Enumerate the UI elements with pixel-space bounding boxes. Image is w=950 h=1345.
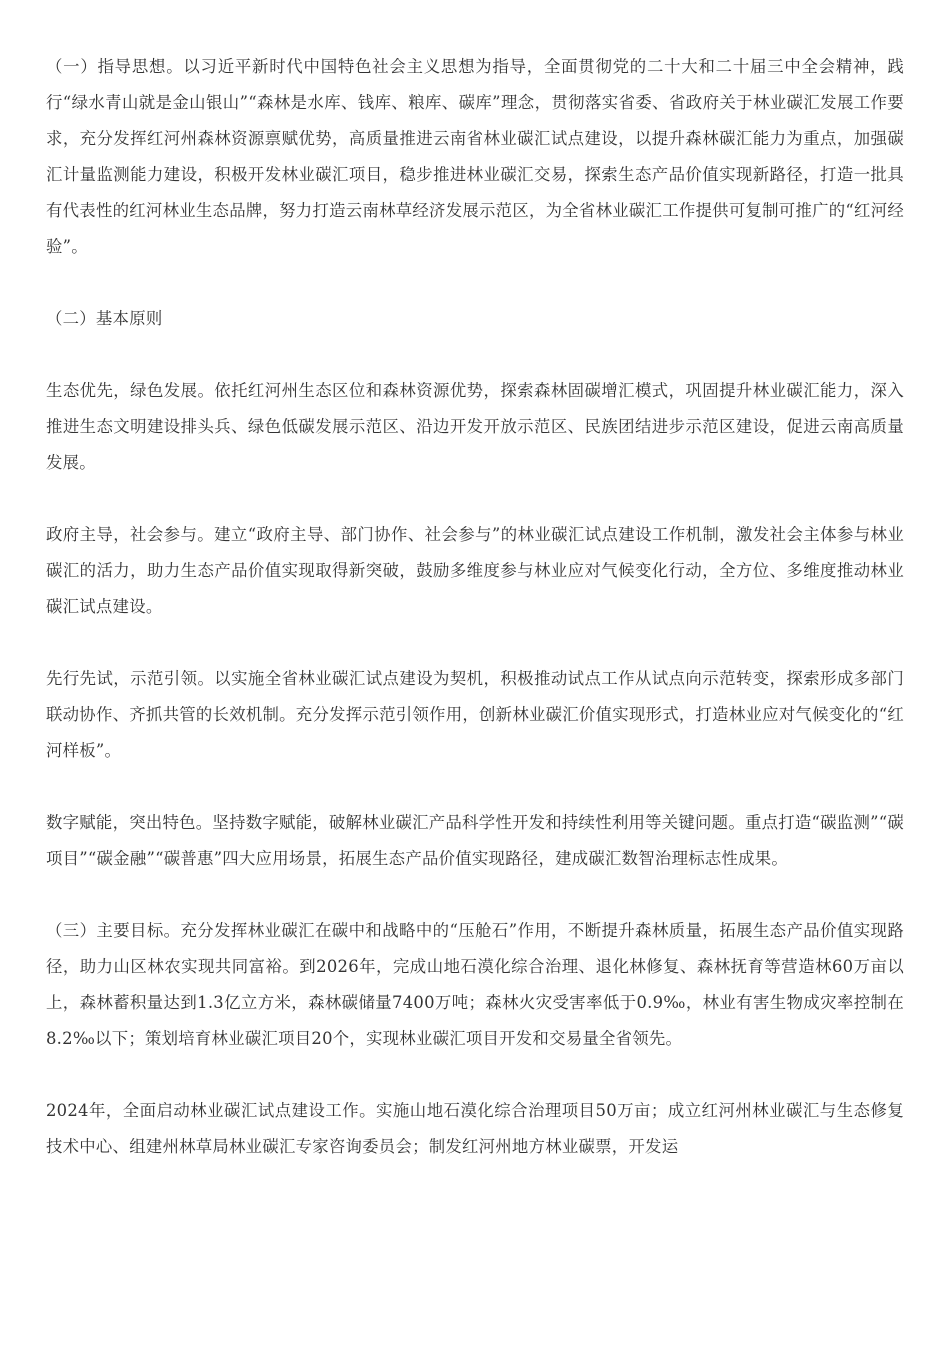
paragraph-2024-plan: 2024年，全面启动林业碳汇试点建设工作。实施山地石漠化综合治理项目50万亩；成立红河州林业碳汇与生态修复技术中心、组建州林草局林业碳汇专家咨询委员会；制发红河州地方林业碳票，开发运 — [46, 1101, 904, 1156]
paragraph-government-led: 政府主导，社会参与。建立“政府主导、部门协作、社会参与”的林业碳汇试点建设工作机制，激发社会主体参与林业碳汇的活力，助力生态产品价值实现取得新突破，鼓励多维度参与林业应对气候变化行动，全方位、多维度推动林业碳汇试点建设。 — [46, 525, 904, 616]
paragraph-pilot-demonstration: 先行先试，示范引领。以实施全省林业碳汇试点建设为契机，积极推动试点工作从试点向示范转变，探索形成多部门联动协作、齐抓共管的长效机制。充分发挥示范引领作用，创新林业碳汇价值实现形式，打造林业应对气候变化的“红河样板”。 — [46, 669, 904, 760]
paragraph-main-goals: （三）主要目标。充分发挥林业碳汇在碳中和战略中的“压舱石”作用，不断提升森林质量，拓展生态产品价值实现路径，助力山区林农实现共同富裕。到2026年，完成山地石漠化综合治理、退化林修复、森林抚育等营造林60万亩以上，森林蓄积量达到1.3亿立方米，森林碳储量7400万吨；森林火灾受害率低于0.9‰，林业有害生物成灾率控制在8.2‰以下；策划培育林业碳汇项目20个，实现林业碳汇项目开发和交易量全省领先。 — [46, 921, 904, 1048]
section-heading-basic-principles: （二）基本原则 — [46, 309, 163, 328]
paragraph-guiding-ideology: （一）指导思想。以习近平新时代中国特色社会主义思想为指导，全面贯彻党的二十大和二十届三中全会精神，践行“绿水青山就是金山银山”“森林是水库、钱库、粮库、碳库”理念，贯彻落实省委、省政府关于林业碳汇发展工作要求，充分发挥红河州森林资源禀赋优势，高质量推进云南省林业碳汇试点建设，以提升森林碳汇能力为重点，加强碳汇计量监测能力建设，积极开发林业碳汇项目，稳步推进林业碳汇交易，探索生态产品价值实现新路径，打造一批具有代表性的红河林业生态品牌，努力打造云南林草经济发展示范区，为全省林业碳汇工作提供可复制可推广的“红河经验”。 — [46, 57, 904, 256]
document-body — [46, 49, 904, 1165]
paragraph-digital-empowerment: 数字赋能，突出特色。坚持数字赋能，破解林业碳汇产品科学性开发和持续性利用等关键问题。重点打造“碳监测”“碳项目”“碳金融”“碳普惠”四大应用场景，拓展生态产品价值实现路径，建成碳汇数智治理标志性成果。 — [46, 813, 904, 868]
paragraph-ecology-first: 生态优先，绿色发展。依托红河州生态区位和森林资源优势，探索森林固碳增汇模式，巩固提升林业碳汇能力，深入推进生态文明建设排头兵、绿色低碳发展示范区、沿边开发开放示范区、民族团结进步示范区建设，促进云南高质量发展。 — [46, 381, 904, 472]
